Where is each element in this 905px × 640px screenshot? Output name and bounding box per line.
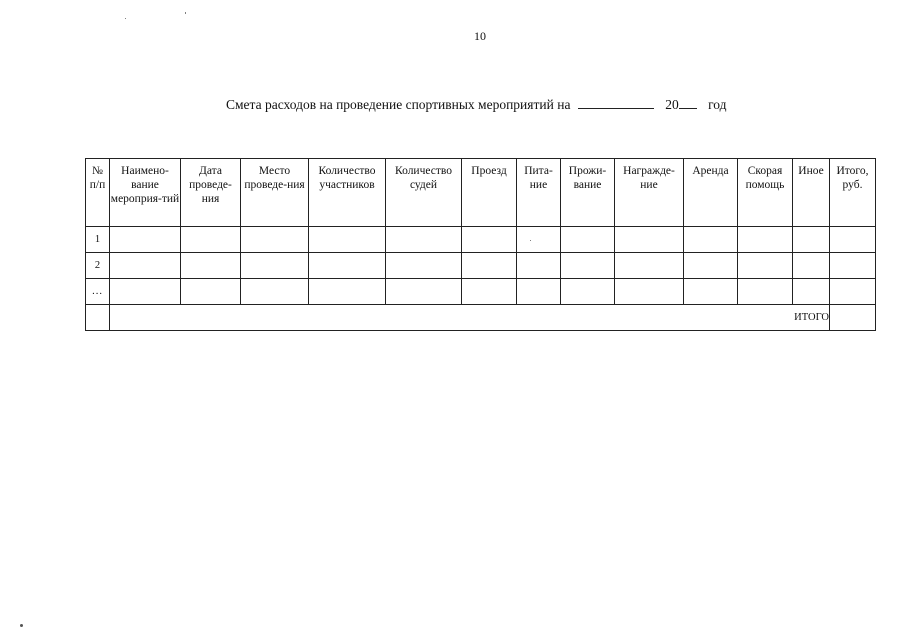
scan-speck bbox=[185, 12, 186, 14]
table-cell[interactable] bbox=[684, 227, 738, 253]
header-cell-meals: Пита-ние bbox=[517, 159, 561, 227]
table-cell[interactable] bbox=[241, 227, 309, 253]
row-number: ... bbox=[86, 279, 110, 305]
table-cell[interactable] bbox=[830, 253, 876, 279]
header-cell-judges: Количество судей bbox=[386, 159, 462, 227]
table-cell[interactable] bbox=[110, 253, 181, 279]
header-cell-rent: Аренда bbox=[684, 159, 738, 227]
scan-speck bbox=[530, 240, 531, 241]
header-cell-ambulance: Скорая помощь bbox=[738, 159, 793, 227]
table-cell[interactable] bbox=[793, 279, 830, 305]
header-cell-accommodation: Прожи-вание bbox=[561, 159, 615, 227]
table-cell[interactable] bbox=[684, 279, 738, 305]
table-row bbox=[86, 279, 876, 305]
table-cell[interactable] bbox=[738, 279, 793, 305]
scan-speck bbox=[125, 18, 126, 19]
table-cell[interactable] bbox=[793, 253, 830, 279]
table-cell[interactable] bbox=[110, 279, 181, 305]
header-cell-event-name: Наимено-вание мероприя-тий bbox=[110, 159, 181, 227]
scan-speck bbox=[20, 624, 23, 627]
table-cell[interactable] bbox=[830, 227, 876, 253]
table-cell bbox=[86, 305, 110, 331]
year-prefix: 20 bbox=[665, 97, 679, 112]
header-cell-travel: Проезд bbox=[462, 159, 517, 227]
row-number: 1 bbox=[86, 227, 110, 253]
title-text: Смета расходов на проведение спортивных мероприятий на bbox=[226, 97, 571, 112]
date-blank bbox=[578, 96, 654, 109]
table-cell[interactable] bbox=[462, 253, 517, 279]
expense-estimate-table bbox=[85, 158, 876, 331]
year-suffix: год bbox=[708, 97, 727, 112]
table-cell[interactable] bbox=[793, 227, 830, 253]
year-blank bbox=[679, 96, 697, 109]
header-cell-awards: Награжде-ние bbox=[615, 159, 684, 227]
header-row bbox=[86, 159, 876, 227]
table-cell[interactable] bbox=[462, 279, 517, 305]
table-cell[interactable] bbox=[181, 279, 241, 305]
table-cell[interactable] bbox=[517, 253, 561, 279]
page-number: 10 bbox=[474, 29, 486, 43]
table-cell[interactable] bbox=[615, 253, 684, 279]
table-row bbox=[86, 253, 876, 279]
table-cell[interactable] bbox=[309, 227, 386, 253]
total-label: ИТОГО bbox=[110, 305, 830, 331]
header-cell-venue: Место проведе-ния bbox=[241, 159, 309, 227]
document-title bbox=[226, 96, 727, 113]
table-cell[interactable] bbox=[738, 227, 793, 253]
table-cell[interactable] bbox=[181, 227, 241, 253]
table-cell[interactable] bbox=[561, 279, 615, 305]
table-cell[interactable] bbox=[830, 279, 876, 305]
table-cell[interactable] bbox=[615, 279, 684, 305]
table-cell[interactable] bbox=[462, 227, 517, 253]
table-cell[interactable] bbox=[561, 253, 615, 279]
table-cell[interactable] bbox=[309, 279, 386, 305]
row-number: 2 bbox=[86, 253, 110, 279]
table-cell[interactable] bbox=[241, 279, 309, 305]
header-cell-date: Дата проведе-ния bbox=[181, 159, 241, 227]
table-cell[interactable] bbox=[110, 227, 181, 253]
table-cell[interactable] bbox=[615, 227, 684, 253]
header-cell-total: Итого, руб. bbox=[830, 159, 876, 227]
table-cell[interactable] bbox=[181, 253, 241, 279]
table-cell[interactable] bbox=[386, 253, 462, 279]
table-cell[interactable] bbox=[386, 279, 462, 305]
table-cell[interactable] bbox=[517, 227, 561, 253]
table-cell[interactable] bbox=[309, 253, 386, 279]
table-row bbox=[86, 227, 876, 253]
table-cell[interactable] bbox=[517, 279, 561, 305]
header-cell-other: Иное bbox=[793, 159, 830, 227]
table-cell[interactable] bbox=[684, 253, 738, 279]
table-cell[interactable] bbox=[386, 227, 462, 253]
table-cell[interactable] bbox=[738, 253, 793, 279]
table-cell[interactable] bbox=[561, 227, 615, 253]
header-cell-number: № п/п bbox=[86, 159, 110, 227]
total-row bbox=[86, 305, 876, 331]
table-cell[interactable] bbox=[241, 253, 309, 279]
total-value-cell[interactable] bbox=[830, 305, 876, 331]
header-cell-participants: Количество участников bbox=[309, 159, 386, 227]
